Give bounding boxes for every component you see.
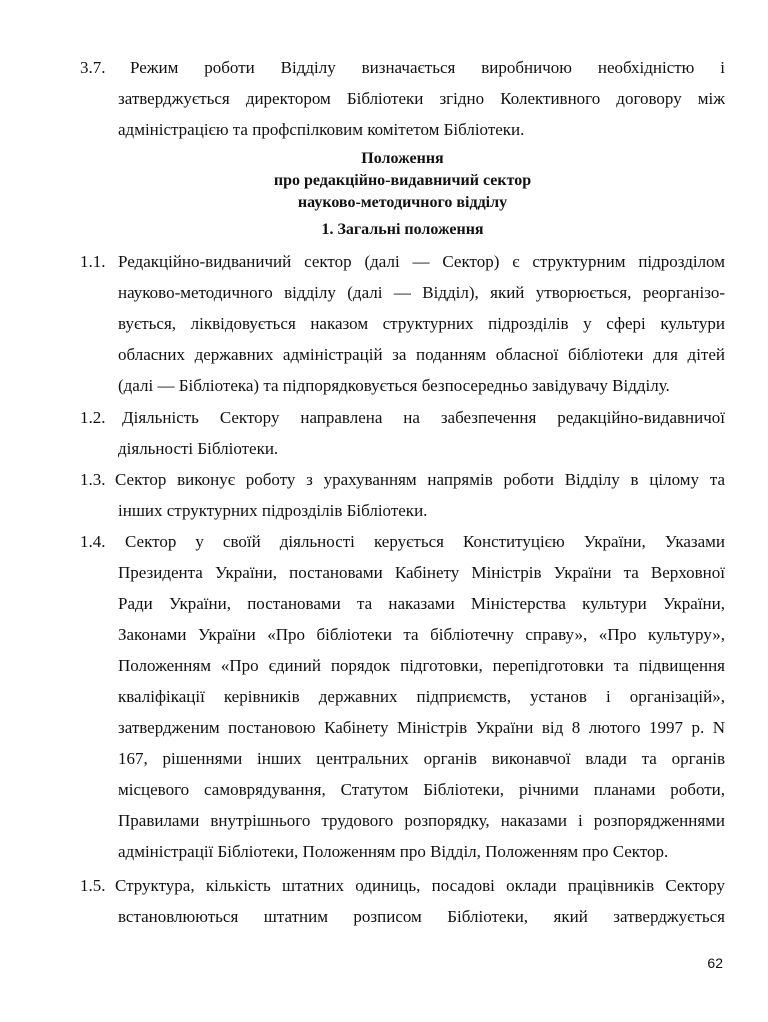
paragraph-line: Правилами внутрішнього трудового розпорядку, наказами і розпорядженнями (118, 811, 725, 830)
paragraph-line: 167, рішеннями інших центральних органів виконавчої влади та органів (118, 749, 725, 768)
paragraph-line: кваліфікації керівників державних підприємств, установ і організацій», (118, 687, 725, 706)
paragraph-line: вується, ліквідовується наказом структурних підрозділів у сфері культури (118, 314, 725, 333)
paragraph-line: Положенням «Про єдиний порядок підготовки, перепідготовки та підвищення (118, 656, 725, 675)
paragraph-line: Президента України, постановами Кабінету Міністрів України та Верховної (118, 563, 725, 582)
paragraph-line: (далі — Бібліотека) та підпорядковується безпосередньо завідувачу Відділу. (118, 376, 670, 395)
paragraph-line: встановлюються штатним розписом Бібліотеки, який затверджується (118, 907, 725, 926)
section-heading: 1. Загальні положення (321, 221, 484, 238)
paragraph-line: інших структурних підрозділів Бібліотеки. (118, 501, 428, 520)
paragraph-line: Законами України «Про бібліотеки та бібліотечну справу», «Про культуру», (118, 625, 725, 644)
paragraph-line: адміністрацією та профспілковим комітетом Бібліотеки. (118, 120, 525, 139)
paragraph-number: 1.4. (80, 532, 106, 551)
paragraph-line: місцевого самоврядування, Статутом Бібліотеки, річними планами роботи, (118, 780, 725, 799)
paragraph-line: Структура, кількість штатних одиниць, посадові оклади працівників Сектору (115, 876, 725, 895)
paragraph-line: науково-методичного відділу (далі — Відділ), який утворюється, реорганізо- (118, 283, 725, 302)
paragraph-line: затверджується директором Бібліотеки згідно Колективного договору між (118, 89, 725, 108)
paragraph-line: Сектор у своїй діяльності керується Конституцією України, Указами (125, 532, 725, 551)
paragraph-number: 1.3. (80, 470, 106, 489)
page-number: 62 (707, 955, 723, 971)
paragraph-3-7 (80, 52, 725, 145)
paragraph-number: 3.7. (80, 58, 106, 77)
paragraph-number: 1.2. (80, 408, 106, 427)
paragraph-line: Сектор виконує роботу з урахуванням напрямів роботи Відділу в цілому та (115, 470, 725, 489)
paragraph-1-1 (80, 246, 725, 401)
paragraph-line: обласних державних адміністрацій за поданням обласної бібліотеки для дітей (118, 345, 725, 364)
paragraph-1-2 (80, 402, 725, 464)
paragraph-line: затвердженим постановою Кабінету Міністрів України від 8 лютого 1997 р. N (118, 718, 725, 737)
paragraph-line: Редакційно-видваничий сектор (далі — Сектор) є структурним підрозділом (118, 252, 725, 271)
paragraph-1-3 (80, 464, 725, 526)
title-line: науково-методичного відділу (297, 194, 508, 211)
document-title (80, 148, 725, 214)
paragraph-1-4 (80, 526, 725, 867)
paragraph-number: 1.5. (80, 876, 106, 895)
paragraph-line: Режим роботи Відділу визначається виробничою необхідністю і (130, 58, 725, 77)
paragraph-line: діяльності Бібліотеки. (118, 439, 279, 458)
paragraph-number: 1.1. (80, 252, 106, 271)
paragraph-line: Ради України, постановами та наказами Міністерства культури України, (118, 594, 725, 613)
paragraph-1-5 (80, 870, 725, 932)
paragraph-line: Діяльність Сектору направлена на забезпечення редакційно-видавничої (122, 408, 725, 427)
title-line: Положення (361, 150, 444, 167)
paragraph-line: адміністрації Бібліотеки, Положенням про Відділ, Положенням про Сектор. (118, 842, 669, 861)
title-line: про редакційно-видавничий сектор (273, 172, 532, 189)
